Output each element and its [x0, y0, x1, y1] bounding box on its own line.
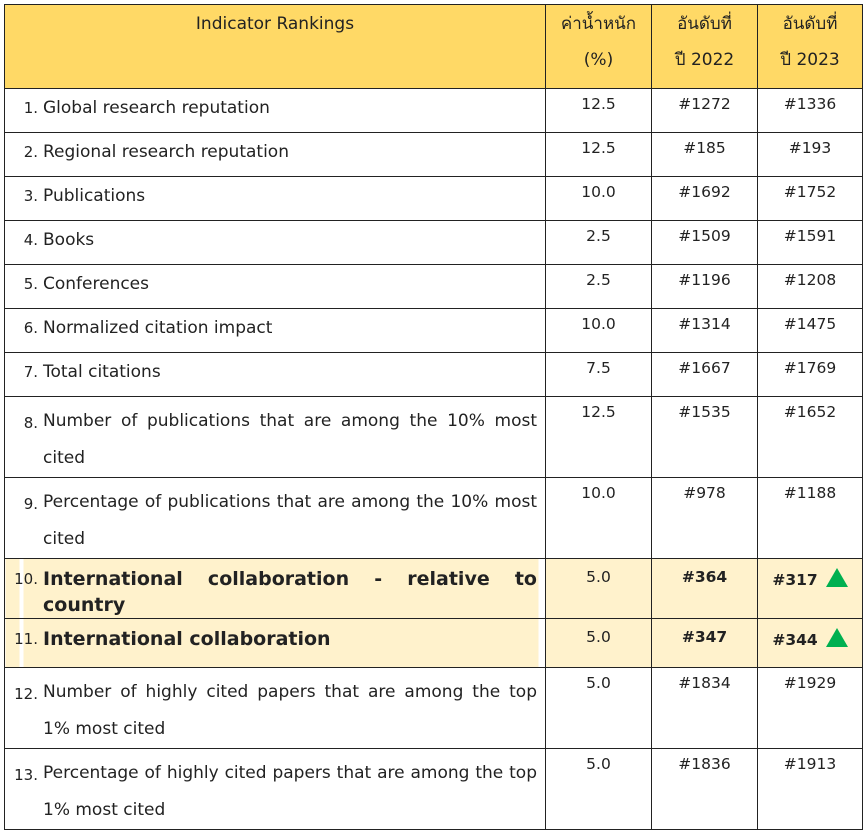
rank-2023-cell: #1188: [758, 478, 863, 559]
row-number: 2.: [23, 143, 38, 161]
table-row: [5, 353, 863, 397]
rank-2022-cell: #185: [652, 133, 758, 177]
weight-cell: 12.5: [546, 133, 652, 177]
table-row: [5, 133, 863, 177]
indicator-name: Global research reputation: [43, 98, 270, 118]
indicator-name: Conferences: [43, 274, 150, 294]
weight-cell: 2.5: [546, 221, 652, 265]
header-rank-2023-line2: ปี 2023: [780, 50, 840, 70]
indicator-name: Publications: [43, 186, 146, 206]
table-row: [5, 177, 863, 221]
indicator-name: Number of highly cited papers that are among the top 1% most cited: [43, 682, 537, 739]
rank-2022-cell: #347: [652, 619, 758, 668]
header-rank-2022-line2: ปี 2022: [674, 50, 735, 70]
rank-2023-cell: #1208: [758, 265, 863, 309]
rank-2022-cell: #1272: [652, 89, 758, 133]
weight-cell: 5.0: [546, 559, 652, 619]
rank-2022-cell: #1535: [652, 397, 758, 478]
up-arrow-icon: [826, 628, 848, 647]
indicator-name: Number of publications that are among the 10% most cited: [43, 411, 537, 468]
rank-2023-value: #317: [772, 571, 818, 589]
rank-2022-cell: #978: [652, 478, 758, 559]
header-rank-2023-line1: อันดับที่: [782, 14, 838, 34]
rank-2023-cell: #193: [758, 133, 863, 177]
rank-2023-cell: #1929: [758, 668, 863, 749]
weight-cell: 12.5: [546, 89, 652, 133]
header-indicator: Indicator Rankings: [5, 5, 546, 89]
row-number: 11.: [14, 630, 38, 648]
weight-cell: 12.5: [546, 397, 652, 478]
table-row: [5, 221, 863, 265]
rank-2023-cell: #1652: [758, 397, 863, 478]
header-rank-2022: [652, 5, 758, 89]
rank-2023-cell: #1752: [758, 177, 863, 221]
rank-2023-cell: #1591: [758, 221, 863, 265]
indicator-name: Books: [43, 230, 95, 250]
indicator-name: Percentage of publications that are among the 10% most cited: [43, 492, 537, 549]
rank-2022-cell: #1836: [652, 749, 758, 830]
weight-cell: 5.0: [546, 749, 652, 830]
row-number: 3.: [23, 187, 38, 205]
rankings-table: [4, 4, 863, 830]
weight-cell: 10.0: [546, 177, 652, 221]
row-number: 5.: [23, 275, 38, 293]
row-number: 9.: [23, 495, 38, 513]
rank-2022-cell: #1196: [652, 265, 758, 309]
row-number: 10.: [14, 570, 38, 588]
row-number: 12.: [14, 685, 38, 703]
rank-2022-cell: #1667: [652, 353, 758, 397]
indicator-name: Regional research reputation: [43, 142, 289, 162]
table-row: [5, 309, 863, 353]
table-header-row: [5, 5, 863, 89]
row-number: 6.: [23, 319, 38, 337]
rank-2023-value: #344: [772, 631, 818, 649]
indicator-name: International collaboration: [43, 628, 331, 650]
row-number: 4.: [23, 231, 38, 249]
header-weight-line1: ค่าน้ำหนัก: [560, 14, 637, 34]
table-row: [5, 478, 863, 559]
header-rank-2023: [758, 5, 863, 89]
indicator-name: International collaboration - relative to country: [43, 568, 537, 616]
row-number: 7.: [23, 363, 38, 381]
header-rank-2022-line1: อันดับที่: [677, 14, 732, 34]
indicator-name: Percentage of highly cited papers that are among the top 1% most cited: [43, 763, 537, 820]
rank-2022-cell: #1314: [652, 309, 758, 353]
table-row-highlighted: [5, 559, 863, 619]
indicator-name: Normalized citation impact: [43, 318, 273, 338]
weight-cell: 10.0: [546, 478, 652, 559]
indicator-name: Total citations: [43, 362, 161, 382]
rank-2022-cell: #1692: [652, 177, 758, 221]
table-row-highlighted: [5, 619, 863, 668]
table-row: [5, 265, 863, 309]
row-number: 1.: [23, 99, 38, 117]
header-weight-line2: (%): [583, 50, 614, 70]
up-arrow-icon: [826, 568, 848, 587]
rank-2023-cell: #1336: [758, 89, 863, 133]
weight-cell: 5.0: [546, 668, 652, 749]
table-row: [5, 397, 863, 478]
rankings-table-container: [4, 4, 863, 830]
rank-2022-cell: #364: [652, 559, 758, 619]
header-weight: [546, 5, 652, 89]
rank-2023-cell: #1913: [758, 749, 863, 830]
weight-cell: 5.0: [546, 619, 652, 668]
rank-2023-cell: [758, 619, 863, 668]
rank-2022-cell: #1509: [652, 221, 758, 265]
table-row: [5, 749, 863, 830]
weight-cell: 2.5: [546, 265, 652, 309]
table-row: [5, 89, 863, 133]
rank-2023-cell: #1769: [758, 353, 863, 397]
table-row: [5, 668, 863, 749]
row-number: 8.: [23, 414, 38, 432]
rank-2023-cell: #1475: [758, 309, 863, 353]
rank-2023-cell: [758, 559, 863, 619]
weight-cell: 7.5: [546, 353, 652, 397]
rank-2022-cell: #1834: [652, 668, 758, 749]
weight-cell: 10.0: [546, 309, 652, 353]
row-number: 13.: [14, 766, 38, 784]
